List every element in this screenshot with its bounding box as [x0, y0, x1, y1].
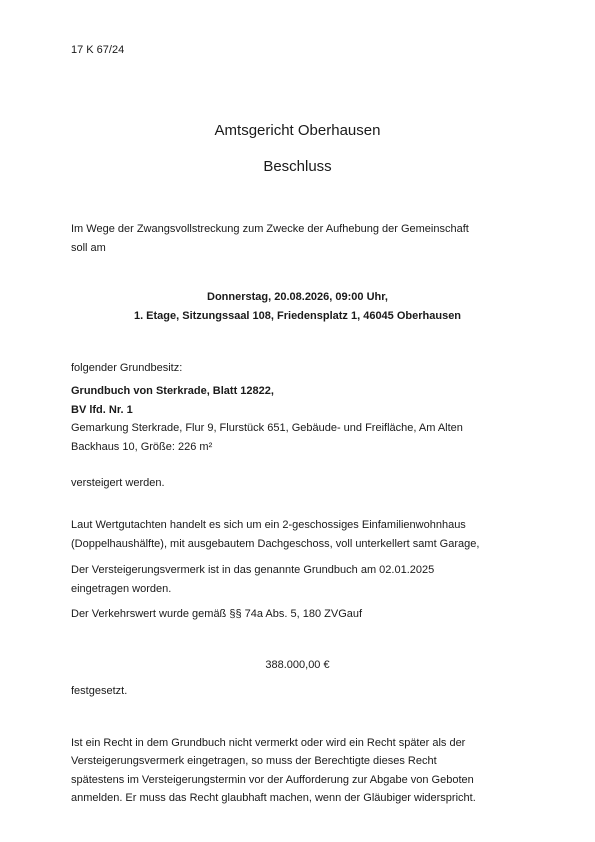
intro-line-1: Im Wege der Zwangsvollstreckung zum Zwecke der Aufhebung der Gemeinschaft	[71, 223, 469, 235]
property-description-line-2: Backhaus 10, Größe: 226 m²	[71, 441, 213, 453]
appointment-location: 1. Etage, Sitzungssaal 108, Friedensplatz 1, 46045 Oberhausen	[133, 310, 462, 322]
recht-line-4: anmelden. Er muss das Recht glaubhaft machen, wenn der Gläubiger widerspricht.	[71, 792, 476, 804]
recht-line-1: Ist ein Recht in dem Grundbuch nicht vermerkt oder wird ein Recht später als der	[71, 737, 466, 749]
property-register: Grundbuch von Sterkrade, Blatt 12822,	[71, 385, 274, 397]
vermerk-line-2: eingetragen worden.	[71, 583, 172, 595]
gutachten-line-1: Laut Wertgutachten handelt es sich um ein 2-geschossiges Einfamilienwohnhaus	[71, 519, 466, 531]
court-name: Amtsgericht Oberhausen	[214, 122, 381, 139]
document-title: Beschluss	[263, 158, 332, 175]
property-bv: BV lfd. Nr. 1	[71, 404, 133, 416]
recht-line-3: spätestens im Versteigerungstermin vor der Aufforderung zur Abgabe von Geboten	[71, 774, 474, 786]
gutachten-line-2: (Doppelhaushälfte), mit ausgebautem Dachgeschoss, voll unterkellert samt Garage,	[71, 538, 480, 550]
festgesetzt-text: festgesetzt.	[71, 685, 128, 697]
property-label: folgender Grundbesitz:	[71, 362, 183, 374]
verkehrswert-text: Der Verkehrswert wurde gemäß §§ 74a Abs. 5, 180 ZVGauf	[71, 608, 363, 620]
case-number: 17 K 67/24	[71, 44, 125, 56]
vermerk-line-1: Der Versteigerungsvermerk ist in das genannte Grundbuch am 02.01.2025	[71, 564, 435, 576]
appointment-date-time: Donnerstag, 20.08.2026, 09:00 Uhr,	[207, 291, 388, 303]
recht-line-2: Versteigerungsvermerk eingetragen, so muss der Berechtigte dieses Recht	[71, 755, 437, 767]
versteigert-text: versteigert werden.	[71, 477, 165, 489]
property-description-line-1: Gemarkung Sterkrade, Flur 9, Flurstück 651, Gebäude- und Freifläche, Am Alten	[71, 422, 463, 434]
verkehrswert-amount: 388.000,00 €	[265, 659, 330, 671]
intro-line-2: soll am	[71, 242, 106, 254]
